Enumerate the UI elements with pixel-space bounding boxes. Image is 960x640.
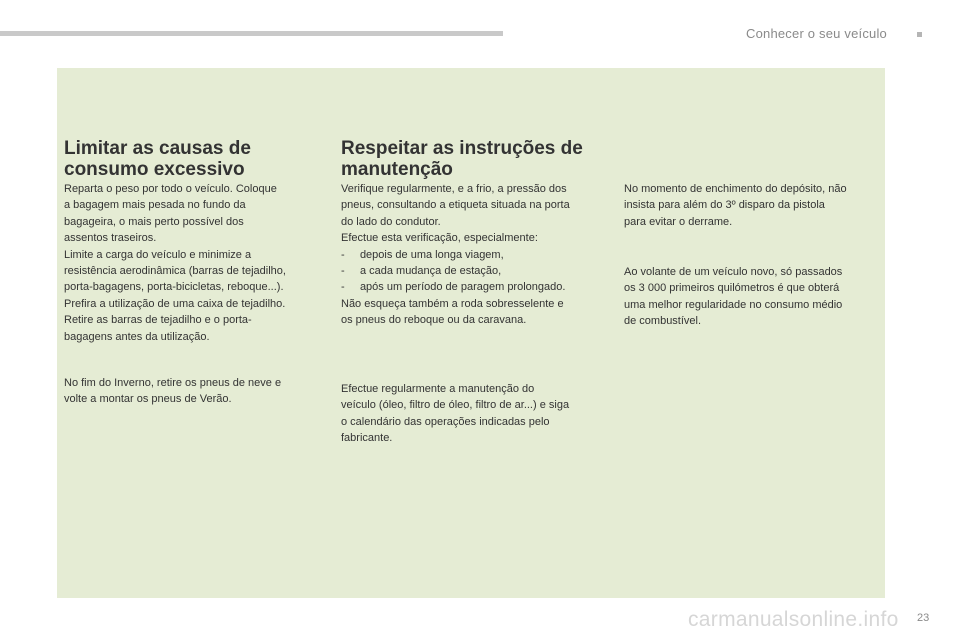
text-line: Não esqueça também a roda sobresselente e [341, 297, 564, 310]
text-line: os 3 000 primeiros quilómetros é que obterá [624, 282, 840, 295]
heading-line: Limitar as causas de [64, 138, 251, 159]
paragraph-load-distribution [64, 181, 286, 345]
text-line: Prefira a utilização de uma caixa de tejadilho. [64, 297, 286, 310]
heading-line: Respeitar as instruções de [341, 138, 583, 159]
section-title: Conhecer o seu veículo [746, 26, 887, 41]
text-line: Ao volante de um veículo novo, só passados [624, 266, 843, 278]
text-line: bagagens antes da utilização. [64, 330, 210, 343]
text-line: os pneus do reboque ou da caravana. [341, 314, 527, 327]
text-line: uma melhor regularidade no consumo médio [624, 298, 843, 311]
section-marker [917, 32, 922, 37]
text-line: Efectue esta verificação, especialmente: [341, 232, 538, 245]
text-line: porta-bagagens, porta-bicicletas, reboque...). [64, 281, 284, 294]
heading-line: consumo excessivo [64, 159, 245, 180]
text-line: No momento de enchimento do depósito, não [624, 183, 847, 195]
text-line: Retire as barras de tejadilho e o porta- [64, 314, 252, 327]
heading-limit-consumption [64, 138, 251, 180]
text-line: insista para além do 3º disparo da pistola [624, 199, 825, 212]
text-line: No fim do Inverno, retire os pneus de neve e [64, 377, 282, 389]
header-bar [0, 31, 503, 36]
text-line: fabricante. [341, 432, 393, 445]
text-line: o calendário das operações indicadas pelo [341, 415, 550, 428]
heading-line: manutenção [341, 159, 453, 180]
text-line: Efectue regularmente a manutenção do [341, 383, 535, 395]
text-line: veículo (óleo, filtro de óleo, filtro de ar...) e siga [341, 399, 570, 412]
text-line: bagageira, o mais perto possível dos [64, 215, 244, 228]
paragraph-tyre-pressure [341, 181, 570, 329]
list-item: - a cada mudança de estação, [341, 265, 502, 278]
text-line: Verifique regularmente, e a frio, a pressão dos [341, 183, 567, 195]
text-line: resistência aerodinâmica (barras de tejadilho, [64, 265, 286, 278]
heading-maintenance [341, 138, 583, 180]
text-line: volte a montar os pneus de Verão. [64, 393, 232, 406]
text-line: pneus, consultando a etiqueta situada na porta [341, 199, 570, 212]
paragraph-servicing [341, 381, 569, 447]
text-line: de combustível. [624, 315, 702, 328]
text-line: Limite a carga do veículo e minimize a [64, 248, 252, 261]
watermark: carmanualsonline.info [688, 608, 899, 631]
list-item: - após um período de paragem prolongado. [341, 281, 566, 294]
paragraph-refuelling [624, 181, 847, 230]
text-line: a bagagem mais pesada no fundo da [64, 199, 246, 212]
text-line: para evitar o derrame. [624, 215, 733, 228]
text-line: Reparta o peso por todo o veículo. Coloque [64, 183, 277, 195]
paragraph-new-vehicle [624, 264, 842, 330]
text-line: do lado do condutor. [341, 215, 441, 228]
page-number: 23 [917, 612, 930, 624]
text-line: assentos traseiros. [64, 232, 157, 245]
paragraph-snow-tyres [64, 375, 281, 408]
list-item: - depois de uma longa viagem, [341, 248, 504, 261]
